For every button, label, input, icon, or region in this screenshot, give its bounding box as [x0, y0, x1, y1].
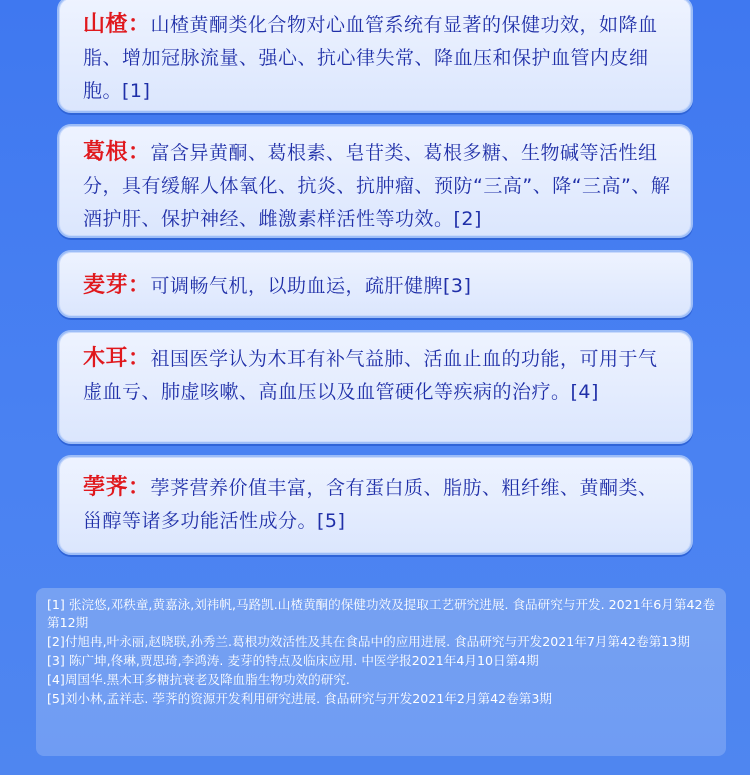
ingredient-name: 山楂：: [83, 12, 151, 37]
ingredient-description: 祖国医学认为木耳有补气益肺、活血止血的功能，可用于气虚血亏、肺虚咳嗽、高血压以及血管硬化等疾病的治疗。[4]: [83, 348, 658, 403]
ingredient-name: 木耳：: [83, 346, 151, 371]
ingredient-name: 荸荠：: [83, 475, 151, 500]
ingredient-card-kudzu: [57, 124, 693, 238]
reference-item: [3] 陈广坤,佟琳,贾思琦,李鸿涛. 麦芽的特点及临床应用. 中医学报2021年4月10日第4期: [47, 653, 539, 668]
ingredient-description: 荸荠营养价值丰富，含有蛋白质、脂肪、粗纤维、黄酮类、甾醇等诸多功能活性成分。[5]: [83, 477, 658, 532]
ingredient-name: 葛根：: [83, 140, 151, 165]
ingredient-card-malt: [57, 250, 693, 318]
reference-item: [1] 张浣悠,邓秩童,黄嘉泳,刘祎帆,马路凯.山楂黄酮的保健功效及提取工艺研究进展. 食品研究与开发. 2021年6月第42卷第12期: [47, 597, 716, 630]
ingredient-name: 麦芽：: [83, 273, 151, 298]
references-box: [36, 588, 726, 756]
ingredient-card-hawthorn: [57, 0, 693, 113]
ingredient-description: 富含异黄酮、葛根素、皂苷类、葛根多糖、生物碱等活性组分，具有缓解人体氧化、抗炎、抗肿瘤、预防“三高”、降“三高”、解酒护肝、保护神经、雌激素样活性等功效。[2]: [83, 142, 671, 230]
ingredient-card-water-chestnut: [57, 455, 693, 555]
ingredient-description: 可调畅气机，以助血运，疏肝健脾[3]: [150, 275, 472, 297]
reference-item: [5]刘小林,孟祥志. 荸荠的资源开发利用研究进展. 食品研究与开发2021年2月第42卷第3期: [47, 691, 552, 706]
reference-item: [2]付旭冉,叶永丽,赵晓联,孙秀兰.葛根功效活性及其在食品中的应用进展. 食品研究与开发2021年7月第42卷第13期: [47, 634, 690, 649]
ingredient-card-wood-ear: [57, 330, 693, 444]
reference-item: [4]周国华.黑木耳多糖抗衰老及降血脂生物功效的研究.: [47, 672, 350, 687]
ingredient-description: 山楂黄酮类化合物对心血管系统有显著的保健功效，如降血脂、增加冠脉流量、强心、抗心律失常、降血压和保护血管内皮细胞。[1]: [83, 14, 658, 102]
